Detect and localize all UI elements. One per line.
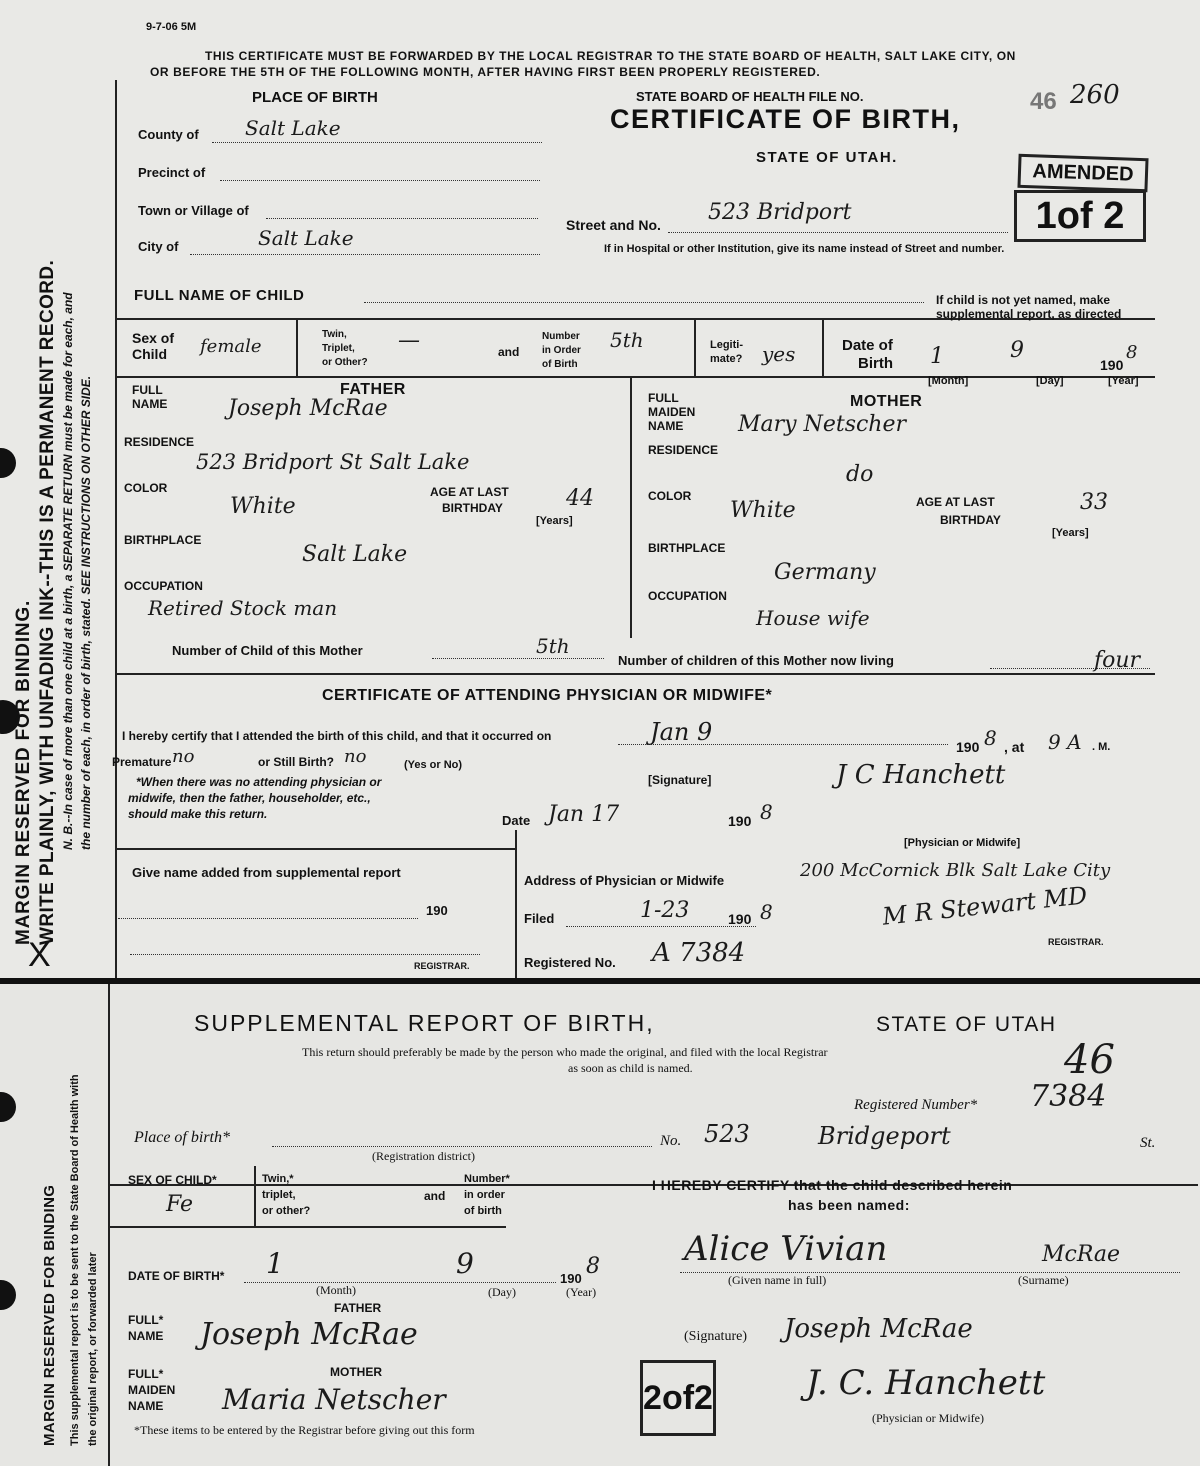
- street-label: Street and No.: [566, 217, 661, 233]
- county-line: [212, 142, 542, 143]
- num-child: 5th: [536, 634, 570, 658]
- town-line: [266, 218, 538, 219]
- father-full-label: FULL: [132, 383, 163, 397]
- sex-label-2: Child: [132, 346, 167, 362]
- mother-full-label: FULL: [648, 391, 679, 405]
- num-child-line: [432, 658, 604, 659]
- mother-birthplace: Germany: [774, 560, 876, 585]
- rule: [108, 1226, 506, 1228]
- margin-note-1: N. B.--In case of more than one child at a birth, a SEPARATE RETURN must be made for each, and: [61, 292, 75, 850]
- father-heading: FATHER: [334, 1301, 382, 1315]
- father-color-label: COLOR: [124, 481, 168, 495]
- physician-signature: J. C. Hanchett: [806, 1363, 1046, 1403]
- sign-year: 8: [760, 800, 773, 824]
- registered-number: 7384: [1030, 1079, 1107, 1114]
- given-name: Alice Vivian: [684, 1229, 888, 1269]
- supplemental-report: [0, 984, 1200, 1466]
- page-1-of-2-stamp: 1of 2: [1014, 190, 1146, 242]
- number-label-2: in order: [464, 1189, 505, 1201]
- num-living-label: Number of children of this Mother now living: [618, 653, 894, 668]
- sex-value: Fe: [166, 1192, 194, 1217]
- sign-date-label: Date: [502, 813, 531, 828]
- form-number: 9-7-06 5M: [146, 21, 197, 33]
- registered-no-label: Registered No.: [524, 955, 616, 970]
- day-caption: (Day): [488, 1285, 516, 1299]
- supp-margin-note-2: the original report, or forwarded later: [87, 1252, 99, 1446]
- supp-margin-binding: MARGIN RESERVED FOR BINDING: [41, 1184, 58, 1446]
- sex-label: SEX OF CHILD*: [128, 1173, 217, 1187]
- street-number: 523: [704, 1120, 750, 1148]
- rule: [254, 1166, 256, 1226]
- mother-residence: do: [846, 462, 874, 487]
- father-age-label-2: BIRTHDAY: [442, 501, 503, 515]
- certify-text: I hereby certify that I attended the birth of this child, and that it occurred on: [122, 729, 552, 743]
- father-color: White: [230, 494, 296, 519]
- twin-label-3: or Other?: [322, 357, 368, 368]
- sex-value: female: [200, 336, 262, 357]
- registrar-line: [130, 954, 480, 955]
- street-name: Bridgeport: [818, 1122, 951, 1150]
- margin-note-2: the number of each, in order of birth, stated. SEE INSTRUCTIONS ON OTHER SIDE.: [79, 375, 93, 850]
- supp-state: STATE OF UTAH: [876, 1013, 1057, 1036]
- sex-label: Sex of: [132, 330, 175, 346]
- physician-caption: (Physician or Midwife): [872, 1411, 984, 1425]
- certify-line-2: has been named:: [788, 1197, 910, 1213]
- footnote: *These items to be entered by the Registrar before giving out this form: [134, 1423, 475, 1437]
- father-signature: Joseph McRae: [784, 1314, 973, 1344]
- father-name: Joseph McRae: [228, 396, 388, 421]
- not-named-note-2: supplemental report, as directed: [936, 307, 1122, 321]
- father-occupation: Retired Stock man: [148, 596, 338, 620]
- occurred-date: Jan 9: [650, 718, 713, 746]
- father-occupation-label: OCCUPATION: [124, 579, 203, 593]
- rule: [694, 318, 696, 376]
- town-label: Town or Village of: [138, 203, 249, 218]
- supp-intro-1: This return should preferably be made by the person who made the original, and filed with the local Registrar: [302, 1045, 828, 1059]
- page-2-of-2-stamp: 2of2: [640, 1360, 716, 1436]
- at-label: , at: [1004, 739, 1025, 755]
- legit-value: yes: [762, 342, 796, 366]
- num-child-label: Number of Child of this Mother: [172, 643, 363, 658]
- mother-residence-label: RESIDENCE: [648, 443, 719, 457]
- mother-name-label: NAME: [648, 419, 684, 433]
- surname: McRae: [1042, 1242, 1121, 1267]
- still-birth-label: or Still Birth?: [258, 755, 334, 769]
- registrar-signature: M R Stewart MD: [881, 881, 1089, 931]
- physician-address: 200 McCornick Blk Salt Lake City: [800, 860, 1111, 881]
- hospital-note: If in Hospital or other Institution, give its name instead of Street and number.: [604, 243, 1005, 255]
- physician-signature: J C Hanchett: [836, 760, 1006, 790]
- file-number-label: STATE BOARD OF HEALTH FILE NO.: [636, 89, 864, 104]
- county-label: County of: [138, 127, 199, 142]
- and-label: and: [424, 1189, 446, 1203]
- surname-caption: (Surname): [1018, 1273, 1069, 1287]
- mother-name: Maria Netscher: [222, 1383, 446, 1416]
- precinct-label: Precinct of: [138, 165, 206, 180]
- father-birthplace: Salt Lake: [302, 542, 408, 567]
- sign-date: Jan 17: [548, 802, 620, 827]
- rule: [630, 376, 632, 638]
- rule: [115, 673, 1155, 675]
- mother-occupation: House wife: [756, 606, 870, 630]
- father-name: Joseph McRae: [200, 1317, 418, 1352]
- yes-no-caption: (Yes or No): [404, 759, 463, 771]
- legit-label-1: Legiti-: [710, 339, 743, 351]
- month-caption: [Month]: [928, 375, 969, 387]
- month-caption: (Month): [316, 1283, 356, 1297]
- supp-file-number: 46: [1064, 1037, 1115, 1083]
- twin-label-2: triplet,: [262, 1189, 296, 1201]
- mother-maiden-label: MAIDEN: [128, 1383, 176, 1397]
- father-residence: 523 Bridport St Salt Lake: [196, 450, 470, 474]
- mother-occupation-label: OCCUPATION: [648, 589, 727, 603]
- number-label-1: Number: [542, 331, 580, 342]
- no-label: No.: [660, 1133, 682, 1149]
- street-value: 523 Bridport: [708, 200, 852, 225]
- registered-number: A 7384: [652, 938, 746, 968]
- father-heading: FATHER: [340, 381, 406, 398]
- registration-district-caption: (Registration district): [372, 1149, 475, 1163]
- registered-number-label: Registered Number*: [854, 1097, 978, 1113]
- rule: [115, 848, 515, 850]
- mother-age-label-2: BIRTHDAY: [940, 513, 1001, 527]
- dob-year-prefix: 190: [1100, 357, 1124, 373]
- give-name-year: 190: [426, 903, 448, 918]
- give-name-label: Give name added from supplemental report: [132, 865, 401, 880]
- dob-line: [244, 1282, 556, 1283]
- not-named-note-1: If child is not yet named, make: [936, 293, 1111, 307]
- full-name-line: [364, 302, 924, 303]
- number-label-3: of birth: [464, 1205, 502, 1217]
- amended-stamp: AMENDED: [1017, 154, 1148, 193]
- rule: [822, 318, 824, 376]
- notice-line-1: THIS CERTIFICATE MUST BE FORWARDED BY THE LOCAL REGISTRAR TO THE STATE BOARD OF HEALTH, SALT LAKE CITY, ON: [205, 49, 1016, 63]
- dob-month: 1: [266, 1247, 284, 1280]
- occurred-time: 9 A: [1048, 730, 1082, 754]
- notice-line-2: OR BEFORE THE 5TH OF THE FOLLOWING MONTH, AFTER HAVING FIRST BEEN PROPERLY REGISTERED.: [150, 65, 821, 79]
- physician-certificate-title: CERTIFICATE OF ATTENDING PHYSICIAN OR MIDWIFE*: [322, 687, 773, 704]
- margin-permanent-record: WRITE PLAINLY, WITH UNFADING INK--THIS IS A PERMANENT RECORD.: [37, 259, 58, 945]
- twin-value: —: [398, 328, 420, 353]
- occurred-year: 8: [984, 726, 997, 750]
- twin-label-1: Twin,: [322, 329, 347, 340]
- binding-hole: [0, 448, 16, 478]
- filed-date: 1-23: [640, 898, 690, 923]
- rule: [115, 376, 1155, 378]
- year-caption: (Year): [566, 1285, 597, 1299]
- dob-label-1: Date of: [842, 337, 893, 354]
- state-heading: STATE OF UTAH.: [756, 149, 898, 166]
- no-physician-note-1: *When there was no attending physician or: [136, 775, 382, 789]
- occurred-year-prefix: 190: [956, 739, 980, 755]
- mother-color-label: COLOR: [648, 489, 692, 503]
- filed-label: Filed: [524, 911, 555, 926]
- father-age: 44: [566, 486, 594, 511]
- mother-heading: MOTHER: [330, 1365, 382, 1379]
- county-value: Salt Lake: [245, 116, 341, 140]
- mother-years-caption: [Years]: [1052, 527, 1089, 539]
- certificate-title: CERTIFICATE OF BIRTH,: [610, 104, 961, 134]
- mother-name: Mary Netscher: [738, 412, 907, 437]
- mother-maiden-label: MAIDEN: [648, 405, 696, 419]
- premature-value: no: [172, 746, 195, 767]
- number-label-2: in Order: [542, 345, 581, 356]
- and-label: and: [498, 345, 520, 359]
- frame-left: [115, 80, 117, 978]
- father-years-caption: [Years]: [536, 515, 573, 527]
- certify-line-1: I HEREBY CERTIFY that the child described herein: [652, 1177, 1013, 1193]
- mother-heading: MOTHER: [850, 393, 923, 410]
- margin-binding-text: MARGIN RESERVED FOR BINDING.: [13, 599, 34, 945]
- filed-year: 8: [760, 900, 773, 924]
- mother-color: White: [730, 498, 796, 523]
- x-mark: X: [28, 936, 51, 974]
- filed-year-prefix: 190: [728, 911, 752, 927]
- binding-hole: [0, 1092, 16, 1122]
- precinct-line: [220, 180, 540, 181]
- mother-birthplace-label: BIRTHPLACE: [648, 541, 726, 555]
- full-name-label: FULL NAME OF CHILD: [134, 287, 305, 304]
- twin-label-2: Triplet,: [322, 343, 355, 354]
- dob-day: 9: [456, 1247, 474, 1280]
- dob-label: DATE OF BIRTH*: [128, 1269, 225, 1283]
- supp-title: SUPPLEMENTAL REPORT OF BIRTH,: [194, 1010, 655, 1036]
- rule: [296, 318, 298, 376]
- mother-age-label-1: AGE AT LAST: [916, 495, 995, 509]
- file-number: 46: [1030, 88, 1057, 115]
- place-of-birth-heading: PLACE OF BIRTH: [252, 89, 378, 106]
- mother-name-label: NAME: [128, 1399, 164, 1413]
- place-line: [272, 1146, 652, 1147]
- num-living: four: [1094, 648, 1141, 673]
- registrar-caption-2: REGISTRAR.: [1048, 937, 1104, 947]
- dob-year: 8: [1126, 342, 1138, 363]
- father-birthplace-label: BIRTHPLACE: [124, 533, 202, 547]
- signature-caption: [Signature]: [648, 773, 712, 787]
- day-caption: [Day]: [1036, 375, 1064, 387]
- binding-hole: [0, 1280, 16, 1310]
- place-of-birth-label: Place of birth*: [134, 1129, 230, 1146]
- signature-caption: (Signature): [684, 1329, 747, 1344]
- dob-month: 1: [930, 344, 944, 369]
- father-name-label: NAME: [128, 1329, 164, 1343]
- city-value: Salt Lake: [258, 226, 354, 250]
- physician-caption: [Physician or Midwife]: [904, 837, 1021, 849]
- year-caption: [Year]: [1108, 375, 1139, 387]
- premature-label: Premature: [112, 755, 172, 769]
- dob-year: 8: [586, 1254, 600, 1279]
- father-full-label: FULL*: [128, 1313, 164, 1327]
- number-label-1: Number*: [464, 1173, 510, 1185]
- registrar-caption: REGISTRAR.: [414, 961, 470, 971]
- supp-margin-note-1: This supplemental report is to be sent to the State Board of Health with: [69, 1074, 81, 1446]
- twin-label-1: Twin,*: [262, 1173, 294, 1185]
- no-physician-note-3: should make this return.: [128, 807, 268, 821]
- dob-label-2: Birth: [858, 355, 893, 372]
- legit-label-2: mate?: [710, 353, 743, 365]
- supp-intro-2: as soon as child is named.: [568, 1061, 693, 1075]
- address-label: Address of Physician or Midwife: [524, 873, 725, 888]
- am-label: . M.: [1092, 741, 1111, 753]
- still-birth-value: no: [344, 746, 367, 767]
- st-label: St.: [1140, 1135, 1156, 1151]
- no-physician-note-2: midwife, then the father, householder, etc.,: [128, 791, 371, 805]
- sign-year-prefix: 190: [728, 813, 752, 829]
- mother-age: 33: [1080, 490, 1108, 515]
- mother-full-label: FULL*: [128, 1367, 164, 1381]
- street-line: [668, 232, 1008, 233]
- city-label: City of: [138, 239, 179, 254]
- city-line: [190, 254, 540, 255]
- order-value: 5th: [610, 328, 644, 352]
- dob-day: 9: [1010, 338, 1024, 363]
- rule: [515, 830, 517, 978]
- give-name-line: [118, 918, 418, 919]
- number-label-3: of Birth: [542, 359, 578, 370]
- father-age-label-1: AGE AT LAST: [430, 485, 509, 499]
- given-name-caption: (Given name in full): [728, 1273, 827, 1287]
- twin-label-3: or other?: [262, 1205, 311, 1217]
- father-name-label: NAME: [132, 397, 168, 411]
- dob-year-prefix: 190: [560, 1271, 582, 1286]
- file-number-handwritten: 260: [1070, 80, 1120, 110]
- frame-left: [108, 984, 110, 1466]
- father-residence-label: RESIDENCE: [124, 435, 195, 449]
